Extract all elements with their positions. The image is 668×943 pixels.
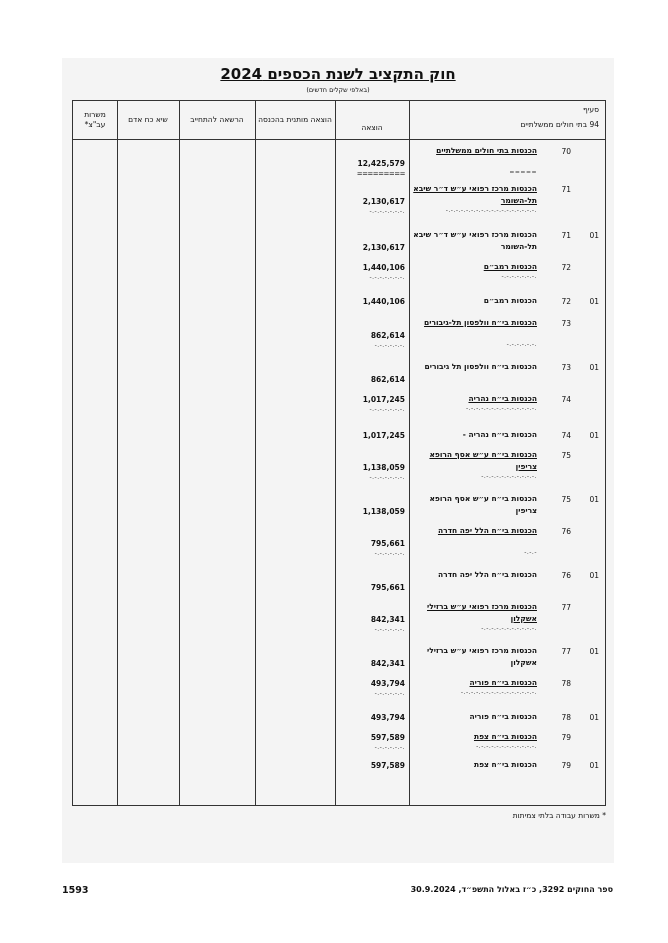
table-row bbox=[73, 571, 605, 603]
header-section-name: בתי חולים ממשלתיים bbox=[520, 120, 588, 129]
row-description bbox=[411, 295, 537, 307]
budget-table bbox=[72, 100, 606, 806]
row-code: 71 bbox=[561, 231, 571, 240]
description-marker: -.-.-.-.-.-.-.-.-.-.-.-. bbox=[476, 743, 537, 750]
row-description-text: הכנסות בי״ח נהריה - bbox=[462, 430, 537, 439]
publication-info: ספר החוקים 3292, כ״ז באלול התשפ״ד, 30.9.2024 bbox=[410, 885, 613, 894]
row-amount: 795,661 bbox=[370, 583, 405, 592]
amount-marker: -.-.-.-.-.-. bbox=[374, 690, 405, 697]
row-description-text: הכנסות בי״ח ע״ש אסף הרופא צריפין bbox=[429, 450, 537, 471]
row-description-text: הכנסות בי״ח פוריה bbox=[469, 678, 537, 687]
row-description-text: הכנסות בי״ח צפת bbox=[473, 760, 537, 769]
row-amount: 2,130,617 bbox=[362, 243, 405, 252]
row-code: 70 bbox=[561, 147, 571, 156]
row-amount: 597,589 bbox=[370, 761, 405, 770]
row-code: 79 bbox=[561, 761, 571, 770]
table-row bbox=[73, 363, 605, 395]
row-subcode: 01 bbox=[589, 647, 599, 656]
amount-marker: -.-.-.-.-.-. bbox=[374, 626, 405, 633]
row-code: 78 bbox=[561, 679, 571, 688]
table-row bbox=[73, 451, 605, 495]
description-marker: -.-.-.-.-.-.-.-.-.-.-.-.-.-. bbox=[465, 405, 537, 412]
row-description-text: הכנסות בי״ח הלל יפה חדרה bbox=[437, 526, 537, 535]
row-subcode: 01 bbox=[589, 231, 599, 240]
description-marker: -.-.- bbox=[524, 549, 537, 556]
row-code: 74 bbox=[561, 431, 571, 440]
row-amount: 842,341 bbox=[370, 615, 405, 624]
description-marker: ===== bbox=[509, 169, 537, 176]
amount-marker: ========= bbox=[356, 170, 405, 178]
row-code: 74 bbox=[561, 395, 571, 404]
row-description-text: הכנסות בי״ח צפת bbox=[473, 732, 537, 741]
table-row bbox=[73, 185, 605, 231]
row-subcode: 01 bbox=[589, 431, 599, 440]
row-code: 76 bbox=[561, 571, 571, 580]
table-row bbox=[73, 733, 605, 761]
row-code: 71 bbox=[561, 185, 571, 194]
table-row bbox=[73, 647, 605, 679]
table-row bbox=[73, 431, 605, 451]
row-amount: 1,017,245 bbox=[362, 431, 405, 440]
header-conditional-expense: הוצאה מותנית בהכנסה bbox=[258, 115, 332, 124]
row-amount: 1,440,106 bbox=[362, 297, 405, 306]
row-code: 76 bbox=[561, 527, 571, 536]
row-description bbox=[411, 731, 537, 743]
amount-marker: -.-.-.-.-.-.-. bbox=[369, 274, 405, 281]
row-code: 72 bbox=[561, 263, 571, 272]
row-description bbox=[411, 525, 537, 537]
row-description-text: הכנסות מרכז רפואי ע״ש ברזילי אשקלון bbox=[427, 602, 537, 623]
page-subtitle: (באלפי שקלים חדשים) bbox=[306, 86, 370, 94]
row-code: 75 bbox=[561, 451, 571, 460]
row-description-text: הכנסות בי״ח וולפסון תל גיבורים bbox=[424, 362, 537, 371]
row-amount: 493,794 bbox=[370, 713, 405, 722]
row-description bbox=[411, 493, 537, 517]
row-code: 75 bbox=[561, 495, 571, 504]
header-divider bbox=[73, 139, 605, 140]
row-amount: 862,614 bbox=[370, 375, 405, 384]
row-code: 77 bbox=[561, 603, 571, 612]
row-code: 72 bbox=[561, 297, 571, 306]
row-description bbox=[411, 229, 537, 253]
row-description bbox=[411, 429, 537, 441]
row-subcode: 01 bbox=[589, 761, 599, 770]
row-amount: 1,138,059 bbox=[362, 463, 405, 472]
header-authorization: הרשאה להתחייב bbox=[190, 115, 244, 124]
row-description bbox=[411, 261, 537, 273]
page-title: חוק התקציב לשנת הכספים 2024 bbox=[220, 65, 456, 83]
row-description-text: הכנסות רמב״ם bbox=[483, 262, 537, 271]
row-amount: 842,341 bbox=[370, 659, 405, 668]
amount-marker: -.-.-.-.-.-.-. bbox=[369, 474, 405, 481]
row-code: 77 bbox=[561, 647, 571, 656]
description-marker: -.-.-.-.-.-.-. bbox=[501, 273, 537, 280]
description-marker: -.-.-.-.-.-.-.-.-.-.-.-.-.-.-. bbox=[460, 689, 537, 696]
row-amount: 1,138,059 bbox=[362, 507, 405, 516]
row-description bbox=[411, 677, 537, 689]
row-description bbox=[411, 449, 537, 473]
row-description bbox=[411, 145, 537, 157]
row-description bbox=[411, 711, 537, 723]
row-description-text: הכנסות בי״ח נהריה bbox=[468, 394, 537, 403]
row-subcode: 01 bbox=[589, 571, 599, 580]
description-marker: -.-.-.-.-.-. bbox=[506, 341, 537, 348]
table-row bbox=[73, 679, 605, 713]
description-marker: -.-.-.-.-.-.-.-.-.-.-.-.-.-.-.-.-.-. bbox=[445, 207, 537, 214]
row-amount: 1,017,245 bbox=[362, 395, 405, 404]
description-marker: -.-.-.-.-.-.-.-.-.-.-. bbox=[481, 625, 537, 632]
row-amount: 12,425,579 bbox=[357, 159, 405, 168]
row-description bbox=[411, 645, 537, 669]
row-code: 79 bbox=[561, 733, 571, 742]
row-description-text: הכנסות בתי חולים ממשלתיים bbox=[436, 146, 537, 155]
table-row bbox=[73, 297, 605, 319]
row-amount: 493,794 bbox=[370, 679, 405, 688]
header-section bbox=[520, 104, 599, 130]
row-code: 78 bbox=[561, 713, 571, 722]
row-description bbox=[411, 601, 537, 625]
table-row bbox=[73, 713, 605, 733]
row-subcode: 01 bbox=[589, 297, 599, 306]
row-description-text: הכנסות מרכז רפואי ע״ש ד״ר שיבא תל-השומר bbox=[413, 184, 537, 205]
row-description-text: הכנסות בי״ח ע״ש אסף הרופא צריפין bbox=[429, 494, 537, 515]
row-description bbox=[411, 393, 537, 405]
row-description bbox=[411, 317, 537, 329]
table-row bbox=[73, 395, 605, 431]
amount-marker: -.-.-.-.-.-. bbox=[374, 744, 405, 751]
table-row bbox=[73, 603, 605, 647]
row-description bbox=[411, 183, 537, 207]
header-section-number: 94 bbox=[589, 120, 599, 129]
table-row bbox=[73, 231, 605, 263]
row-description-text: הכנסות בי״ח וולפסון תל-גיבורים bbox=[424, 318, 537, 327]
header-positions: משרות עב"צ* bbox=[84, 110, 106, 129]
table-row bbox=[73, 147, 605, 185]
table-row bbox=[73, 527, 605, 571]
row-description-text: הכנסות מרכז רפואי ע״ש ד״ר שיבא תל-השומר bbox=[413, 230, 537, 251]
row-description-text: הכנסות בי״ח פוריה bbox=[469, 712, 537, 721]
row-description bbox=[411, 569, 537, 581]
row-amount: 1,440,106 bbox=[362, 263, 405, 272]
row-amount: 795,661 bbox=[370, 539, 405, 548]
header-expense: הוצאה bbox=[361, 123, 383, 132]
table-row bbox=[73, 319, 605, 363]
header-section-label: סעיף bbox=[582, 105, 599, 114]
row-subcode: 01 bbox=[589, 713, 599, 722]
amount-marker: -.-.-.-.-.-. bbox=[374, 550, 405, 557]
table-row bbox=[73, 263, 605, 297]
amount-marker: -.-.-.-.-.-.-. bbox=[369, 406, 405, 413]
page-number: 1593 bbox=[62, 885, 89, 896]
amount-marker: -.-.-.-.-.-.-. bbox=[369, 208, 405, 215]
row-description-text: הכנסות מרכז רפואי ע״ש ברזילי אשקלון bbox=[427, 646, 537, 667]
row-description bbox=[411, 759, 537, 771]
footnote: * משרות עבודה בלתי צמיתות bbox=[512, 811, 606, 820]
row-amount: 862,614 bbox=[370, 331, 405, 340]
row-subcode: 01 bbox=[589, 363, 599, 372]
row-description-text: הכנסות רמב״ם bbox=[483, 296, 537, 305]
row-amount: 2,130,617 bbox=[362, 197, 405, 206]
row-description bbox=[411, 361, 537, 373]
row-code: 73 bbox=[561, 363, 571, 372]
row-amount: 597,589 bbox=[370, 733, 405, 742]
table-row bbox=[73, 495, 605, 527]
row-code: 73 bbox=[561, 319, 571, 328]
row-description-text: הכנסות בי״ח הלל יפה חדרה bbox=[437, 570, 537, 579]
amount-marker: -.-.-.-.-.-. bbox=[374, 342, 405, 349]
table-row bbox=[73, 761, 605, 781]
header-peak-workforce: שיא כח אדם bbox=[128, 115, 168, 124]
description-marker: -.-.-.-.-.-.-.-.-.-.-. bbox=[481, 473, 537, 480]
row-subcode: 01 bbox=[589, 495, 599, 504]
